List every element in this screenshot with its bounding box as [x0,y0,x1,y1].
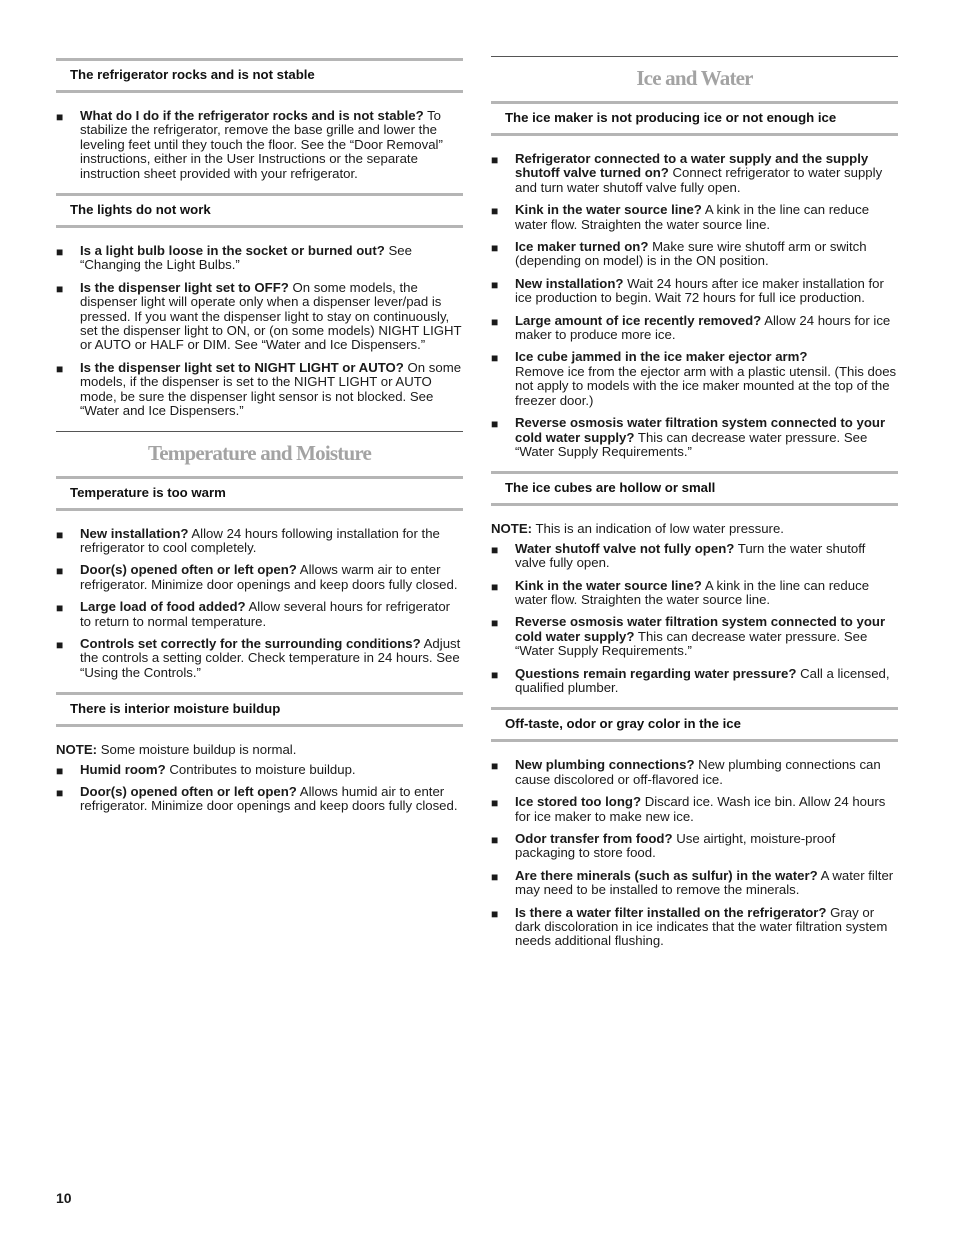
item-question: New installation? [80,525,189,541]
item-question: Is a light bulb loose in the socket or burned out? [80,243,385,259]
subheading-hollow: The ice cubes are hollow or small [491,471,898,506]
hollow-list [491,542,898,696]
list-item [491,152,898,195]
item-answer: Make sure wire shutoff arm or switch (depending on model) is in the ON position. [515,239,867,269]
list-item [491,416,898,459]
square-bullet-icon: ■ [491,869,499,884]
square-bullet-icon: ■ [491,667,499,682]
item-question: Reverse osmosis water filtration system connected to your cold water supply? [515,415,886,445]
item-answer: Remove ice from the ejector arm with a plastic utensil. (This does not apply to models with the ice maker mounted at the top of the freezer door.) [515,363,897,408]
moisture-note [56,743,463,757]
item-question: New installation? [515,275,624,291]
item-answer: Allow 24 hours for ice maker to produce more ice. [515,312,891,343]
item-question: Reverse osmosis water filtration system connected to your cold water supply? [515,614,886,644]
list-item [56,600,463,629]
square-bullet-icon: ■ [491,204,499,219]
list-item [56,527,463,556]
item-question: Large load of food added? [80,599,246,615]
list-item [56,785,463,814]
list-item [491,579,898,608]
item-answer: Turn the water shutoff valve fully open. [515,540,866,571]
square-bullet-icon: ■ [491,351,499,366]
item-answer: Contributes to moisture buildup. [169,761,356,777]
list-item [491,314,898,343]
note-text: Some moisture buildup is normal. [100,742,297,758]
list-item [491,667,898,696]
square-bullet-icon: ■ [491,579,499,594]
item-question: What do I do if the refrigerator rocks and is not stable? [80,108,424,123]
item-answer: Allow several hours for refrigerator to return to normal temperature. [80,599,451,629]
list-item [56,281,463,353]
item-question: Humid room? [80,761,166,777]
moisture-list [56,763,463,814]
item-question: Are there minerals (such as sulfur) in the water? [515,867,818,883]
item-answer: A water filter may need to be installed to remove the minerals. [515,867,894,898]
square-bullet-icon: ■ [56,361,64,376]
item-answer: Use airtight, moisture-proof packaging to store food. [515,831,836,861]
item-question: Ice stored too long? [515,794,642,810]
list-item [56,563,463,592]
item-answer: Wait 24 hours after ice maker installation for ice production to begin. Wait 72 hours for full ice production. [515,275,884,306]
item-answer: This can decrease water pressure. See “Water Supply Requirements.” [515,429,868,459]
list-item [491,869,898,898]
section-title-ice-water: Ice and Water [491,56,898,101]
item-answer: Allows warm air to enter refrigerator. Minimize door openings and keep doors fully closed. [80,562,458,592]
list-item [56,361,463,419]
list-item [56,637,463,680]
square-bullet-icon: ■ [56,564,64,579]
rocks-list [56,109,463,181]
square-bullet-icon: ■ [491,417,499,432]
item-question: Questions remain regarding water pressure? [515,665,797,681]
subheading-rocks: The refrigerator rocks and is not stable [56,58,463,93]
item-answer: A kink in the line can reduce water flow. Straighten the water source line. [515,577,870,607]
item-question: Water shutoff valve not fully open? [515,540,735,556]
square-bullet-icon: ■ [491,759,499,774]
subheading-lights: The lights do not work [56,193,463,228]
square-bullet-icon: ■ [56,637,64,652]
square-bullet-icon: ■ [56,763,64,778]
square-bullet-icon: ■ [491,906,499,921]
square-bullet-icon: ■ [56,527,64,542]
item-question: Ice cube jammed in the ice maker ejector arm? [515,349,808,365]
item-answer: Allows humid air to enter refrigerator. Minimize door openings and keep doors fully closed. [80,783,458,814]
item-question: Kink in the water source line? [515,577,702,593]
taste-list [491,758,898,948]
item-answer: Gray or dark discoloration in ice indicates that the water filtration system needs additional flushing. [515,904,888,949]
note-label: NOTE: [56,742,98,758]
square-bullet-icon: ■ [491,241,499,256]
subheading-taste: Off-taste, odor or gray color in the ice [491,707,898,742]
right-column [491,0,898,957]
item-answer: Adjust the controls a setting colder. Check temperature in 24 hours. See “Using the Controls.” [80,635,461,680]
item-answer: Call a licensed, qualified plumber. [515,665,890,695]
item-answer: On some models, the dispenser light will operate only when a dispenser lever/pad is pressed. If you want the dispenser light to stay on continuously, set the dispenser light to ON, or (on some models) NIGHT LIGHT or AUTO or HALF or DIM. See “Water and Ice Dispensers.” [80,279,462,353]
square-bullet-icon: ■ [491,833,499,847]
item-answer: New plumbing connections can cause discolored or off-flavored ice. [515,757,881,787]
list-item [491,832,898,861]
item-answer: Allow 24 hours following installation for the refrigerator to cool completely. [80,525,440,555]
square-bullet-icon: ■ [56,245,64,260]
item-question: Ice maker turned on? [515,239,649,255]
list-item [491,758,898,787]
item-answer: This can decrease water pressure. See “Water Supply Requirements.” [515,628,868,659]
note-label: NOTE: [491,521,533,537]
item-question: Odor transfer from food? [515,831,673,846]
square-bullet-icon: ■ [491,314,499,329]
section-title-temperature: Temperature and Moisture [56,431,463,476]
square-bullet-icon: ■ [56,785,64,800]
item-question: New plumbing connections? [515,757,695,773]
subheading-no-ice: The ice maker is not producing ice or not enough ice [491,101,898,136]
item-question: Is the dispenser light set to OFF? [80,279,289,295]
square-bullet-icon: ■ [56,110,64,124]
square-bullet-icon: ■ [491,616,499,631]
warm-list [56,527,463,681]
item-question: Large amount of ice recently removed? [515,312,762,328]
list-item [491,542,898,571]
list-item [491,906,898,949]
left-column [56,0,463,822]
list-item [56,109,463,181]
item-answer: Discard ice. Wash ice bin. Allow 24 hours for ice maker to make new ice. [515,794,886,824]
item-answer: To stabilize the refrigerator, remove the base grille and lower the leveling feet until they touch the floor. See the “Door Removal” instructions, either in the User Instructions or the separate instruction sheet provided with your refrigerator. [80,108,443,181]
list-item [491,277,898,306]
item-question: Controls set correctly for the surrounding conditions? [80,635,421,651]
square-bullet-icon: ■ [491,277,499,292]
hollow-note [491,522,898,536]
item-answer: See “Changing the Light Bulbs.” [80,243,412,273]
item-answer: Connect refrigerator to water supply and turn water shutoff valve fully open. [515,165,883,195]
item-question: Refrigerator connected to a water supply and the supply shutoff valve turned on? [515,151,869,181]
item-question: Door(s) opened often or left open? [80,562,297,578]
list-item [491,350,898,408]
list-item [491,795,898,824]
item-question: Is the dispenser light set to NIGHT LIGHT or AUTO? [80,359,404,375]
page-number: 10 [56,1190,72,1206]
list-item [491,615,898,658]
square-bullet-icon: ■ [491,542,499,557]
list-item [491,203,898,232]
subheading-moisture: There is interior moisture buildup [56,692,463,727]
list-item [491,240,898,269]
item-question: Door(s) opened often or left open? [80,783,297,799]
lights-list [56,244,463,418]
item-answer: A kink in the line can reduce water flow. Straighten the water source line. [515,202,870,232]
list-item [56,763,463,777]
note-text: This is an indication of low water pressure. [535,521,784,537]
square-bullet-icon: ■ [56,281,64,296]
square-bullet-icon: ■ [491,153,499,167]
item-question: Kink in the water source line? [515,202,702,218]
subheading-warm: Temperature is too warm [56,476,463,511]
item-question: Is there a water filter installed on the refrigerator? [515,904,827,920]
item-answer: On some models, if the dispenser is set to the NIGHT LIGHT or AUTO mode, be sure the dispenser light sensor is not blocked. See “Water and Ice Dispensers.” [80,359,462,419]
square-bullet-icon: ■ [491,796,499,811]
no-ice-list [491,152,898,459]
square-bullet-icon: ■ [56,601,64,616]
list-item [56,244,463,273]
